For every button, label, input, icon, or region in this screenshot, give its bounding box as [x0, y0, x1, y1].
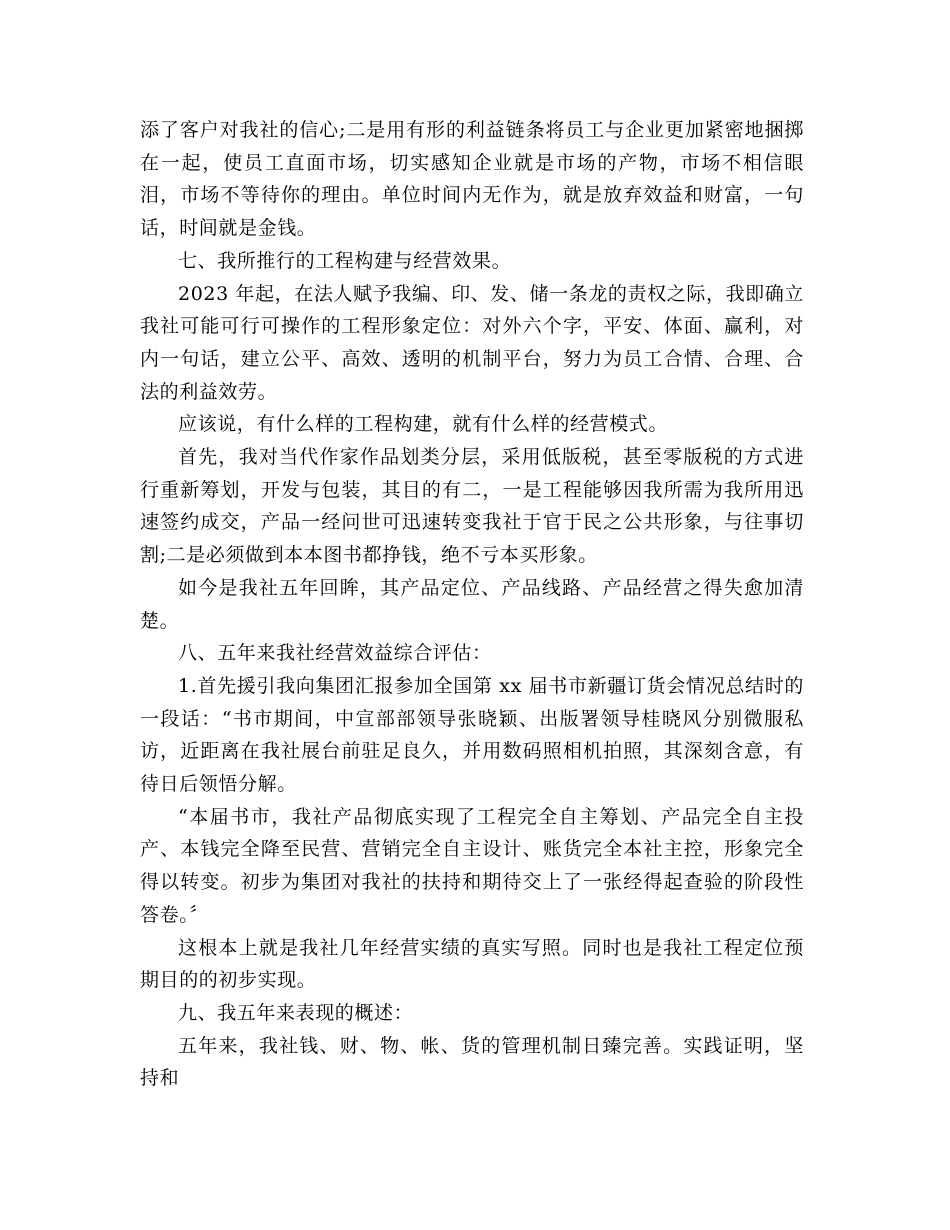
section-heading-9: 九、我五年来表现的概述： [178, 1001, 414, 1024]
paragraph-8: 这根本上就是我社几年经营实绩的真实写照。同时也是我社工程定位预期目的的初步实现。 [140, 936, 804, 992]
paragraph-3: 应该说，有什么样的工程构建，就有什么样的经营模式。 [178, 413, 669, 436]
paragraph-4: 首先，我对当代作家作品划类分层，采用低版税，甚至零版税的方式进行重新筹划，开发与包装，其目的有二，一是工程能够因我所需为我所用迅速签约成交，产品一经问世可迅速转变我社于官于民之公共形象，与往事切割;二是必须做到本本图书都挣钱，绝不亏本买形象。 [140, 446, 804, 567]
paragraph-7: “本届书市，我社产品彻底实现了工程完全自主筹划、产品完全自主投产、本钱完全降至民营、营销完全自主设计、账货完全本社主控，形象完全得以转变。初步为集团对我社的扶持和期待交上了一张经得起查验的阶段性答卷。〞 [140, 805, 804, 926]
section-heading-8: 八、五年来我社经营效益综合评估： [178, 642, 492, 665]
paragraph-9: 五年来，我社钱、财、物、帐、货的管理机制日臻完善。实践证明，坚持和 [140, 1034, 804, 1090]
paragraph-1: 添了客户对我社的信心;二是用有形的利益链条将员工与企业更加紧密地捆掷在一起，使员工直面市场，切实感知企业就是市场的产物，市场不相信眼泪，市场不等待你的理由。单位时间内无作为，就是放弃效益和财富，一句话，时间就是金钱。 [140, 119, 804, 240]
section-heading-7: 七、我所推行的工程构建与经营效果。 [178, 249, 512, 272]
paragraph-6: 1.首先援引我向集团汇报参加全国第 xx 届书市新疆订货会情况总结时的一段话：“书市期间，中宣部部领导张晓颖、出版署领导桂晓风分别微服私访，近距离在我社展台前驻足良久，并用数码照相机拍照，其深刻含意，有待日后领悟分解。 [140, 674, 804, 796]
document-body [140, 114, 804, 1095]
paragraph-5: 如今是我社五年回眸，其产品定位、产品线路、产品经营之得失愈加清楚。 [140, 576, 804, 632]
paragraph-2: 2023 年起，在法人赋予我编、印、发、储一条龙的责权之际，我即确立我社可能可行可操作的工程形象定位：对外六个字，平安、体面、赢利，对内一句话，建立公平、高效、透明的机制平台，努力为员工合情、合理、合法的利益效劳。 [140, 282, 804, 403]
